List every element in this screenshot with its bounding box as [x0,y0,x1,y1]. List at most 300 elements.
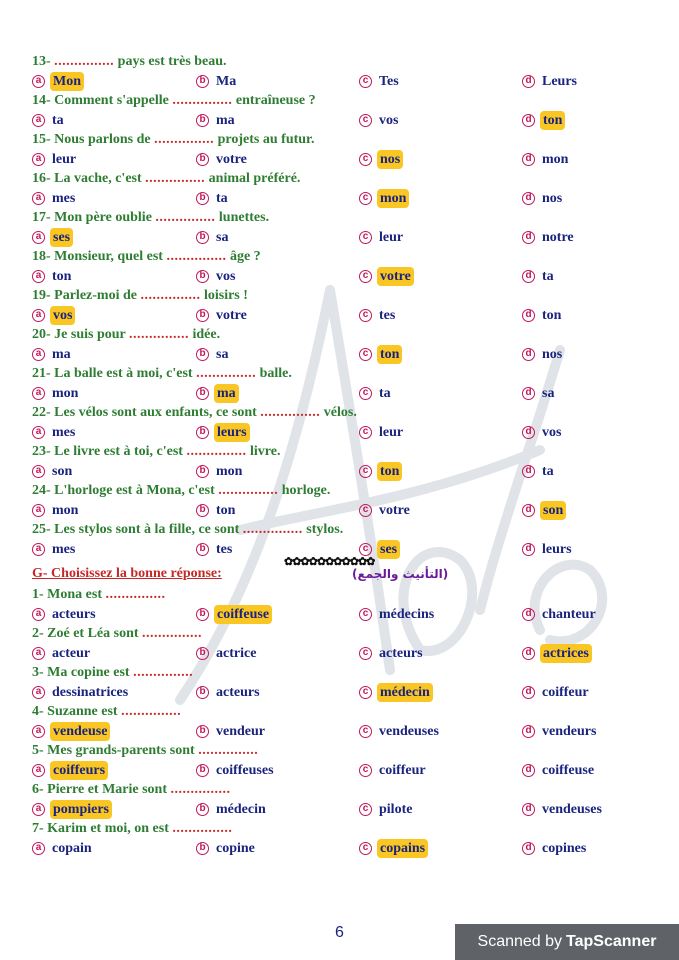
svg-text:Hala: Hala [320,730,323,731]
option-text: vos [379,112,399,128]
option-text: vos [542,424,562,440]
scanner-badge [455,924,679,960]
question-suffix: loisirs ! [200,288,248,303]
option-text: tes [216,541,233,557]
option-letter-circle: d [522,231,535,244]
option-letter-circle: a [32,387,45,400]
option-text: sa [542,385,555,401]
question-text [32,286,652,306]
option-c[interactable] [359,605,436,625]
option-text: nos [542,346,563,362]
option-letter-circle: b [196,647,209,660]
option-a[interactable] [32,722,110,742]
option-d[interactable] [522,605,598,625]
option-letter-circle: a [32,764,45,777]
option-text: mes [52,541,76,557]
option-d[interactable] [522,189,564,209]
option-text: mon [52,502,79,518]
options-row [32,501,652,521]
question-suffix: stylos. [302,522,344,537]
option-a[interactable] [32,423,77,443]
option-a[interactable] [32,839,94,859]
options-row [32,189,652,209]
highlighted-answer: ton [377,345,402,365]
option-a[interactable] [32,267,73,287]
option-letter-circle: a [32,348,45,361]
option-c[interactable] [359,839,428,859]
options-row [32,384,652,404]
option-letter-circle: a [32,270,45,283]
question-prefix: 16- La vache, c'est [32,171,146,186]
option-d[interactable] [522,722,598,742]
option-a[interactable] [32,605,98,625]
option-text: mon [52,385,79,401]
option-a[interactable] [32,72,84,92]
option-letter-circle: c [359,153,372,166]
option-letter-circle: b [196,75,209,88]
option-letter-circle: a [32,608,45,621]
option-letter-circle: b [196,153,209,166]
answer-blank: ............... [155,210,216,225]
option-letter-circle: d [522,309,535,322]
option-letter-circle: a [32,309,45,322]
option-b[interactable] [196,683,262,703]
options-row [32,345,652,365]
question-prefix: 13- [32,54,55,69]
option-text: votre [216,307,247,323]
highlighted-answer: votre [377,267,414,287]
options-row [32,462,652,482]
highlighted-answer: vendeuse [50,722,110,742]
highlighted-answer: nos [377,150,403,170]
option-d[interactable] [522,644,592,664]
option-letter-circle: b [196,387,209,400]
option-a[interactable] [32,306,75,326]
option-a[interactable] [32,644,92,664]
option-d[interactable] [522,800,604,820]
question-suffix: âge ? [226,249,261,264]
option-letter-circle: d [522,75,535,88]
option-c[interactable] [359,228,405,248]
option-letter-circle: d [522,465,535,478]
option-b[interactable] [196,306,249,326]
question-prefix: 22- Les vélos sont aux enfants, ce sont [32,405,261,420]
option-d[interactable] [522,761,596,781]
option-text: vendeur [216,723,265,739]
section-arabic-note: (التأنيث والجمع) [352,567,449,581]
option-letter-circle: c [359,114,372,127]
options-row [32,72,652,92]
option-c[interactable] [359,683,433,703]
option-letter-circle: b [196,803,209,816]
options-row [32,423,652,443]
option-letter-circle: b [196,114,209,127]
question-text [32,663,652,683]
option-letter-circle: c [359,725,372,738]
option-text: médecins [379,606,435,622]
option-letter-circle: d [522,842,535,855]
option-letter-circle: d [522,725,535,738]
option-text: sa [216,346,229,362]
highlighted-answer: ma [214,384,239,404]
option-d[interactable] [522,839,588,859]
question-text [32,780,652,800]
question-suffix: horloge. [278,483,331,498]
option-c[interactable] [359,462,402,482]
options-row [32,683,652,703]
option-c[interactable] [359,189,409,209]
option-b[interactable] [196,150,249,170]
option-letter-circle: d [522,608,535,621]
option-d[interactable] [522,540,574,560]
option-letter-circle: b [196,543,209,556]
option-letter-circle: a [32,842,45,855]
scanner-badge-brand: TapScanner [566,933,657,950]
option-text: Leurs [542,73,577,89]
highlighted-answer: ses [50,228,73,248]
option-c[interactable] [359,150,403,170]
option-c[interactable] [359,761,428,781]
question-text [32,247,652,267]
option-letter-circle: c [359,465,372,478]
option-d[interactable] [522,150,570,170]
option-b[interactable] [196,345,230,365]
question-prefix: 21- La balle est à moi, c'est [32,366,197,381]
option-d[interactable] [522,111,565,131]
question-suffix: livre. [246,444,281,459]
question-prefix: 3- Ma copine est [32,665,134,680]
option-c[interactable] [359,800,414,820]
question-prefix: 4- Suzanne est [32,704,122,719]
option-letter-circle: a [32,153,45,166]
option-a[interactable] [32,462,74,482]
option-d[interactable] [522,423,563,443]
option-b[interactable] [196,540,234,560]
answer-blank: ............... [54,54,115,69]
answer-blank: ............... [128,327,189,342]
option-letter-circle: d [522,153,535,166]
highlighted-answer: médecin [377,683,433,703]
option-text: actrice [216,645,257,661]
question-prefix: 17- Mon père oublie [32,210,156,225]
page-number: 6 [335,924,344,941]
option-a[interactable] [32,501,80,521]
option-a[interactable] [32,189,77,209]
option-letter-circle: a [32,504,45,517]
question-prefix: 7- Karim et moi, on est [32,821,173,836]
option-text: son [52,463,73,479]
options-row [32,644,652,664]
option-letter-circle: a [32,192,45,205]
question-suffix: balle. [256,366,292,381]
option-text: mes [52,190,76,206]
option-b[interactable] [196,384,239,404]
highlighted-answer: pompiers [50,800,112,820]
highlighted-answer: coiffeuse [214,605,272,625]
option-letter-circle: c [359,686,372,699]
option-d[interactable] [522,345,564,365]
option-letter-circle: a [32,725,45,738]
option-letter-circle: a [32,465,45,478]
highlighted-answer: actrices [540,644,592,664]
option-letter-circle: a [32,803,45,816]
question-text [32,91,652,111]
option-letter-circle: c [359,309,372,322]
question-suffix: animal préféré. [205,171,301,186]
option-text: ta [216,190,228,206]
highlighted-answer: mon [377,189,409,209]
answer-blank: ............... [172,93,233,108]
options-row [32,761,652,781]
option-letter-circle: b [196,608,209,621]
option-letter-circle: d [522,426,535,439]
question-prefix: 15- Nous parlons de [32,132,155,147]
answer-blank: ............... [133,665,194,680]
option-letter-circle: b [196,348,209,361]
option-letter-circle: a [32,75,45,88]
option-b[interactable] [196,228,230,248]
option-c[interactable] [359,306,397,326]
option-text: coiffeuses [216,762,274,778]
option-a[interactable] [32,111,66,131]
question-suffix: idée. [188,327,221,342]
option-c[interactable] [359,111,400,131]
option-a[interactable] [32,228,73,248]
question-prefix: 23- Le livre est à toi, c'est [32,444,187,459]
section-title: G- Choisissez la bonne réponse: [32,566,222,581]
option-text: sa [216,229,229,245]
option-letter-circle: a [32,426,45,439]
option-text: Ma [216,73,237,89]
question-text [32,741,652,761]
option-letter-circle: d [522,647,535,660]
option-text: mon [216,463,243,479]
options-row [32,306,652,326]
options-row [32,800,652,820]
option-c[interactable] [359,501,412,521]
option-text: tes [379,307,396,323]
option-text: pilote [379,801,413,817]
option-d[interactable] [522,462,556,482]
option-b[interactable] [196,501,237,521]
option-b[interactable] [196,722,267,742]
highlighted-answer: ton [377,462,402,482]
option-letter-circle: c [359,75,372,88]
answer-blank: ............... [105,587,166,602]
option-b[interactable] [196,72,238,92]
option-text: coiffeur [379,762,426,778]
option-letter-circle: b [196,231,209,244]
answer-blank: ............... [170,782,231,797]
option-letter-circle: c [359,270,372,283]
question-text [32,819,652,839]
question-suffix: pays est très beau. [114,54,227,69]
option-text: vendeuses [379,723,439,739]
option-d[interactable] [522,267,556,287]
option-a[interactable] [32,540,77,560]
option-d[interactable] [522,384,556,404]
option-letter-circle: a [32,114,45,127]
question-suffix: lunettes. [215,210,270,225]
option-c[interactable] [359,72,401,92]
answer-blank: ............... [121,704,182,719]
option-d[interactable] [522,683,591,703]
question-text [32,702,652,722]
option-b[interactable] [196,267,237,287]
option-letter-circle: c [359,842,372,855]
option-b[interactable] [196,111,237,131]
answer-blank: ............... [186,444,247,459]
option-b[interactable] [196,423,250,443]
option-letter-circle: b [196,309,209,322]
option-letter-circle: a [32,686,45,699]
question-text [32,585,652,605]
option-text: acteur [52,645,91,661]
option-b[interactable] [196,839,257,859]
answer-blank: ............... [142,626,203,641]
option-text: mon [542,151,569,167]
option-text: ta [542,268,554,284]
option-text: ta [52,112,64,128]
option-text: ma [52,346,71,362]
option-letter-circle: c [359,231,372,244]
question-suffix: vélos. [320,405,357,420]
option-b[interactable] [196,800,268,820]
option-letter-circle: c [359,348,372,361]
option-text: leur [379,424,404,440]
option-text: ton [216,502,236,518]
highlighted-answer: leurs [214,423,250,443]
highlighted-answer: Mon [50,72,84,92]
option-a[interactable] [32,345,73,365]
option-text: copines [542,840,587,856]
option-a[interactable] [32,683,130,703]
highlighted-answer: son [540,501,566,521]
option-letter-circle: d [522,504,535,517]
question-prefix: 14- Comment s'appelle [32,93,173,108]
question-text [32,624,652,644]
option-text: leur [379,229,404,245]
option-text: ton [542,307,562,323]
option-text: leurs [542,541,572,557]
option-a[interactable] [32,150,78,170]
question-prefix: 20- Je suis pour [32,327,129,342]
answer-blank: ............... [218,483,279,498]
answer-blank: ............... [198,743,259,758]
option-letter-circle: a [32,231,45,244]
option-text: acteurs [216,684,260,700]
answer-blank: ............... [145,171,206,186]
option-text: notre [542,229,574,245]
option-text: mes [52,424,76,440]
option-text: acteurs [379,645,423,661]
question-text [32,442,652,462]
option-text: dessinatrices [52,684,129,700]
option-a[interactable] [32,761,108,781]
question-prefix: 1- Mona est [32,587,106,602]
option-letter-circle: b [196,504,209,517]
option-c[interactable] [359,267,414,287]
option-text: copine [216,840,255,856]
option-letter-circle: d [522,114,535,127]
option-text: vos [216,268,236,284]
option-letter-circle: b [196,270,209,283]
question-prefix: 18- Monsieur, quel est [32,249,167,264]
option-d[interactable] [522,72,579,92]
options-row [32,267,652,287]
option-letter-circle: d [522,348,535,361]
option-text: acteurs [52,606,96,622]
options-row [32,111,652,131]
option-text: vendeuses [542,801,602,817]
options-row [32,150,652,170]
option-letter-circle: d [522,686,535,699]
question-text [32,481,652,501]
answer-blank: ............... [172,821,233,836]
option-d[interactable] [522,501,566,521]
option-letter-circle: d [522,270,535,283]
option-b[interactable] [196,605,272,625]
option-text: ta [379,385,391,401]
option-text: Tes [379,73,399,89]
option-b[interactable] [196,189,230,209]
question-text [32,520,652,540]
option-b[interactable] [196,644,258,664]
option-c[interactable] [359,384,393,404]
option-a[interactable] [32,800,112,820]
question-suffix: entraîneuse ? [232,93,316,108]
option-c[interactable] [359,423,405,443]
option-letter-circle: c [359,647,372,660]
option-text: médecin [216,801,266,817]
option-d[interactable] [522,306,563,326]
option-c[interactable] [359,722,441,742]
option-c[interactable] [359,345,402,365]
option-letter-circle: d [522,387,535,400]
option-letter-circle: d [522,803,535,816]
option-a[interactable] [32,384,80,404]
option-text: chanteur [542,606,596,622]
answer-blank: ............... [242,522,303,537]
options-row [32,228,652,248]
answer-blank: ............... [260,405,321,420]
option-text: coiffeuse [542,762,595,778]
question-text [32,403,652,423]
option-letter-circle: a [32,543,45,556]
question-text [32,364,652,384]
answer-blank: ............... [140,288,201,303]
option-d[interactable] [522,228,576,248]
option-text: votre [216,151,247,167]
option-text: vendeurs [542,723,597,739]
option-c[interactable] [359,644,425,664]
options-row [32,722,652,742]
option-text: leur [52,151,77,167]
option-letter-circle: b [196,426,209,439]
answer-blank: ............... [196,366,257,381]
question-text [32,52,652,72]
question-prefix: 25- Les stylos sont à la fille, ce sont [32,522,243,537]
option-letter-circle: c [359,426,372,439]
option-letter-circle: b [196,764,209,777]
section-ornament: ✿✿✿✿✿✿✿✿✿✿✿ [284,556,375,568]
option-b[interactable] [196,761,276,781]
question-prefix: 19- Parlez-moi de [32,288,141,303]
option-letter-circle: b [196,842,209,855]
options-row [32,605,652,625]
option-b[interactable] [196,462,244,482]
highlighted-answer: copains [377,839,428,859]
